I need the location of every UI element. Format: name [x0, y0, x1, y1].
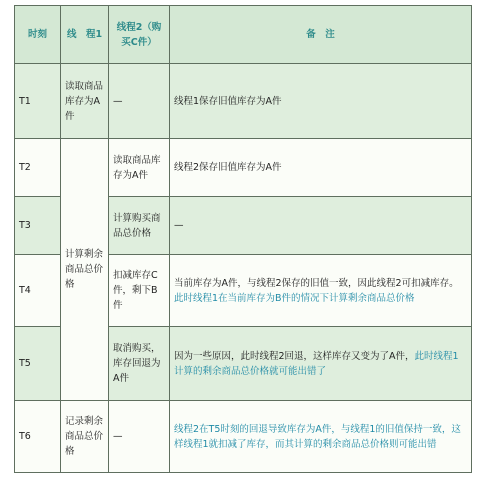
remark-text: 因为一些原因，此时线程2回退，这样库存又变为了A件， — [174, 350, 415, 362]
cell-remark — [170, 255, 472, 327]
cell-thread2: 扣减库存C件，剩下B件 — [109, 255, 170, 327]
cell-thread2: 读取商品库存为A件 — [109, 139, 170, 197]
cell-remark — [170, 401, 472, 473]
header-thread2: 线程2（购买C件） — [109, 6, 170, 64]
remark-text: — — [174, 220, 184, 231]
cell-thread2: 计算购买商品总价格 — [109, 197, 170, 255]
cell-time: T5 — [15, 327, 61, 401]
table-row — [15, 401, 472, 473]
remark-highlight: 此时线程1计算的剩余商品总价格就可能出错了 — [174, 350, 459, 377]
cell-remark — [170, 327, 472, 401]
remark-highlight: 线程2在T5时刻的回退导致库存为A件，与线程1的旧值保持一致，这样线程1就扣减了库存，而其计算的剩余商品总价格则可能出错 — [174, 423, 461, 450]
cell-remark — [170, 64, 472, 139]
cell-remark — [170, 139, 472, 197]
cell-remark — [170, 197, 472, 255]
remark-text: 当前库存为A件，与线程2保存的旧值一致，因此线程2可扣减库存。 — [174, 277, 459, 289]
cell-thread1: 记录剩余商品总价格 — [61, 401, 109, 473]
cell-time: T1 — [15, 64, 61, 139]
cell-time: T2 — [15, 139, 61, 197]
header-thread1: 线 程1 — [61, 6, 109, 64]
table-container — [14, 5, 472, 473]
table-row — [15, 64, 472, 139]
header-time: 时刻 — [15, 6, 61, 64]
cell-thread1-merged: 计算剩余商品总价格 — [61, 139, 109, 401]
thread-timeline-table — [14, 5, 472, 473]
cell-time: T6 — [15, 401, 61, 473]
cell-thread2: — — [109, 64, 170, 139]
cell-thread1: 读取商品库存为A件 — [61, 64, 109, 139]
cell-thread2: — — [109, 401, 170, 473]
cell-time: T4 — [15, 255, 61, 327]
remark-text: 线程2保存旧值库存为A件 — [174, 162, 282, 173]
table-header-row — [15, 6, 472, 64]
cell-thread2: 取消购买，库存回退为A件 — [109, 327, 170, 401]
header-remark: 备 注 — [170, 6, 472, 64]
cell-time: T3 — [15, 197, 61, 255]
table-row — [15, 139, 472, 197]
remark-text: 线程1保存旧值库存为A件 — [174, 95, 282, 107]
remark-highlight: 此时线程1在当前库存为B件的情况下计算剩余商品总价格 — [174, 292, 415, 304]
